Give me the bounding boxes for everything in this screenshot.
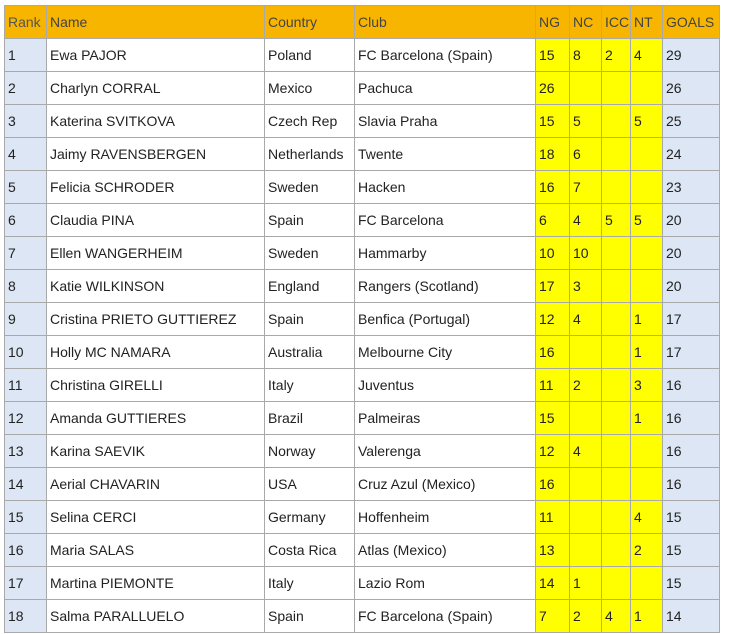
cell-nt [631, 72, 663, 105]
cell-icc [602, 534, 631, 567]
cell-club: Palmeiras [355, 402, 536, 435]
cell-nt: 4 [631, 39, 663, 72]
header-rank: Rank [5, 6, 47, 39]
cell-club: Benfica (Portugal) [355, 303, 536, 336]
cell-club: Valerenga [355, 435, 536, 468]
cell-nt: 1 [631, 402, 663, 435]
cell-goals: 15 [663, 567, 720, 600]
cell-nc: 5 [570, 105, 602, 138]
cell-name: Felicia SCHRODER [47, 171, 265, 204]
cell-name: Salma PARALLUELO [47, 600, 265, 633]
cell-nt: 5 [631, 204, 663, 237]
cell-name: Katerina SVITKOVA [47, 105, 265, 138]
cell-country: Netherlands [265, 138, 355, 171]
cell-goals: 16 [663, 435, 720, 468]
cell-country: Sweden [265, 237, 355, 270]
cell-rank: 5 [5, 171, 47, 204]
cell-rank: 1 [5, 39, 47, 72]
table-row [5, 138, 720, 171]
header-nc: NC [570, 6, 602, 39]
cell-country: Australia [265, 336, 355, 369]
cell-ng: 13 [536, 534, 570, 567]
cell-country: Italy [265, 567, 355, 600]
cell-rank: 2 [5, 72, 47, 105]
cell-nc [570, 336, 602, 369]
cell-goals: 23 [663, 171, 720, 204]
goal-scorers-table [4, 5, 720, 633]
cell-icc: 5 [602, 204, 631, 237]
cell-rank: 7 [5, 237, 47, 270]
cell-nc: 3 [570, 270, 602, 303]
cell-country: Spain [265, 600, 355, 633]
cell-country: Germany [265, 501, 355, 534]
cell-ng: 7 [536, 600, 570, 633]
cell-ng: 16 [536, 468, 570, 501]
cell-name: Martina PIEMONTE [47, 567, 265, 600]
cell-nt [631, 237, 663, 270]
cell-goals: 29 [663, 39, 720, 72]
cell-icc [602, 501, 631, 534]
cell-ng: 16 [536, 336, 570, 369]
cell-name: Charlyn CORRAL [47, 72, 265, 105]
header-nt: NT [631, 6, 663, 39]
cell-rank: 8 [5, 270, 47, 303]
cell-icc: 2 [602, 39, 631, 72]
cell-nt: 5 [631, 105, 663, 138]
cell-club: Pachuca [355, 72, 536, 105]
table-row [5, 105, 720, 138]
cell-icc [602, 237, 631, 270]
header-ng: NG [536, 6, 570, 39]
cell-name: Katie WILKINSON [47, 270, 265, 303]
cell-ng: 12 [536, 303, 570, 336]
cell-nc: 4 [570, 303, 602, 336]
cell-rank: 3 [5, 105, 47, 138]
cell-club: Twente [355, 138, 536, 171]
cell-rank: 10 [5, 336, 47, 369]
cell-country: Spain [265, 303, 355, 336]
table-row [5, 204, 720, 237]
cell-nt: 1 [631, 303, 663, 336]
cell-nc [570, 468, 602, 501]
table-row [5, 72, 720, 105]
cell-rank: 9 [5, 303, 47, 336]
cell-goals: 26 [663, 72, 720, 105]
cell-club: Rangers (Scotland) [355, 270, 536, 303]
cell-club: Hammarby [355, 237, 536, 270]
cell-nc: 6 [570, 138, 602, 171]
table-row [5, 303, 720, 336]
cell-nt: 4 [631, 501, 663, 534]
table-body [5, 39, 720, 633]
header-country: Country [265, 6, 355, 39]
cell-club: FC Barcelona [355, 204, 536, 237]
cell-country: USA [265, 468, 355, 501]
cell-nt: 2 [631, 534, 663, 567]
cell-name: Karina SAEVIK [47, 435, 265, 468]
cell-club: Slavia Praha [355, 105, 536, 138]
cell-country: Mexico [265, 72, 355, 105]
cell-nc: 10 [570, 237, 602, 270]
cell-icc [602, 336, 631, 369]
table-row [5, 567, 720, 600]
cell-rank: 11 [5, 369, 47, 402]
cell-goals: 20 [663, 204, 720, 237]
cell-rank: 15 [5, 501, 47, 534]
cell-nc: 1 [570, 567, 602, 600]
cell-rank: 18 [5, 600, 47, 633]
cell-goals: 17 [663, 336, 720, 369]
cell-name: Christina GIRELLI [47, 369, 265, 402]
cell-ng: 15 [536, 402, 570, 435]
cell-name: Aerial CHAVARIN [47, 468, 265, 501]
cell-country: Italy [265, 369, 355, 402]
cell-ng: 18 [536, 138, 570, 171]
table-row [5, 402, 720, 435]
cell-icc [602, 402, 631, 435]
cell-icc [602, 369, 631, 402]
table-row [5, 468, 720, 501]
cell-nc: 7 [570, 171, 602, 204]
cell-nc: 8 [570, 39, 602, 72]
cell-ng: 15 [536, 39, 570, 72]
cell-nc: 4 [570, 435, 602, 468]
cell-goals: 24 [663, 138, 720, 171]
cell-club: Juventus [355, 369, 536, 402]
cell-ng: 6 [536, 204, 570, 237]
cell-rank: 4 [5, 138, 47, 171]
cell-country: Spain [265, 204, 355, 237]
cell-name: Ellen WANGERHEIM [47, 237, 265, 270]
cell-country: Czech Rep [265, 105, 355, 138]
header-club: Club [355, 6, 536, 39]
cell-rank: 16 [5, 534, 47, 567]
header-goals: GOALS [663, 6, 720, 39]
cell-ng: 14 [536, 567, 570, 600]
cell-nc: 4 [570, 204, 602, 237]
cell-goals: 17 [663, 303, 720, 336]
cell-nt: 1 [631, 336, 663, 369]
cell-icc [602, 171, 631, 204]
cell-icc [602, 270, 631, 303]
cell-icc [602, 105, 631, 138]
cell-goals: 16 [663, 468, 720, 501]
cell-club: Hacken [355, 171, 536, 204]
cell-icc: 4 [602, 600, 631, 633]
table-row [5, 237, 720, 270]
cell-nc: 2 [570, 600, 602, 633]
cell-club: Cruz Azul (Mexico) [355, 468, 536, 501]
cell-rank: 13 [5, 435, 47, 468]
cell-nc [570, 501, 602, 534]
table-row [5, 534, 720, 567]
cell-ng: 10 [536, 237, 570, 270]
table-row [5, 501, 720, 534]
cell-nc: 2 [570, 369, 602, 402]
cell-goals: 15 [663, 501, 720, 534]
cell-nt [631, 468, 663, 501]
cell-name: Jaimy RAVENSBERGEN [47, 138, 265, 171]
cell-ng: 26 [536, 72, 570, 105]
cell-goals: 15 [663, 534, 720, 567]
header-name: Name [47, 6, 265, 39]
cell-name: Cristina PRIETO GUTTIEREZ [47, 303, 265, 336]
cell-nt [631, 138, 663, 171]
cell-nt [631, 435, 663, 468]
cell-club: Atlas (Mexico) [355, 534, 536, 567]
cell-name: Claudia PINA [47, 204, 265, 237]
cell-rank: 12 [5, 402, 47, 435]
cell-ng: 11 [536, 501, 570, 534]
cell-club: Hoffenheim [355, 501, 536, 534]
cell-nc [570, 534, 602, 567]
table-row [5, 270, 720, 303]
cell-icc [602, 435, 631, 468]
table-row [5, 369, 720, 402]
cell-country: England [265, 270, 355, 303]
table-row [5, 600, 720, 633]
cell-nc [570, 72, 602, 105]
cell-club: FC Barcelona (Spain) [355, 600, 536, 633]
cell-goals: 20 [663, 237, 720, 270]
cell-nt: 3 [631, 369, 663, 402]
header-row [5, 6, 720, 39]
cell-icc [602, 138, 631, 171]
cell-country: Brazil [265, 402, 355, 435]
cell-rank: 14 [5, 468, 47, 501]
cell-name: Maria SALAS [47, 534, 265, 567]
cell-rank: 6 [5, 204, 47, 237]
cell-goals: 14 [663, 600, 720, 633]
cell-ng: 16 [536, 171, 570, 204]
cell-icc [602, 72, 631, 105]
cell-name: Selina CERCI [47, 501, 265, 534]
cell-club: FC Barcelona (Spain) [355, 39, 536, 72]
cell-country: Sweden [265, 171, 355, 204]
table-row [5, 171, 720, 204]
table-row [5, 336, 720, 369]
cell-goals: 25 [663, 105, 720, 138]
cell-goals: 16 [663, 402, 720, 435]
table-row [5, 435, 720, 468]
cell-country: Poland [265, 39, 355, 72]
cell-icc [602, 567, 631, 600]
table-row [5, 39, 720, 72]
cell-country: Norway [265, 435, 355, 468]
cell-club: Lazio Rom [355, 567, 536, 600]
cell-ng: 12 [536, 435, 570, 468]
cell-goals: 16 [663, 369, 720, 402]
cell-club: Melbourne City [355, 336, 536, 369]
cell-nt [631, 171, 663, 204]
cell-nt: 1 [631, 600, 663, 633]
cell-nc [570, 402, 602, 435]
cell-icc [602, 468, 631, 501]
cell-goals: 20 [663, 270, 720, 303]
cell-name: Amanda GUTTIERES [47, 402, 265, 435]
cell-name: Ewa PAJOR [47, 39, 265, 72]
cell-ng: 17 [536, 270, 570, 303]
cell-name: Holly MC NAMARA [47, 336, 265, 369]
cell-nt [631, 270, 663, 303]
cell-icc [602, 303, 631, 336]
cell-ng: 15 [536, 105, 570, 138]
cell-nt [631, 567, 663, 600]
cell-country: Costa Rica [265, 534, 355, 567]
header-icc: ICC [602, 6, 631, 39]
cell-rank: 17 [5, 567, 47, 600]
cell-ng: 11 [536, 369, 570, 402]
